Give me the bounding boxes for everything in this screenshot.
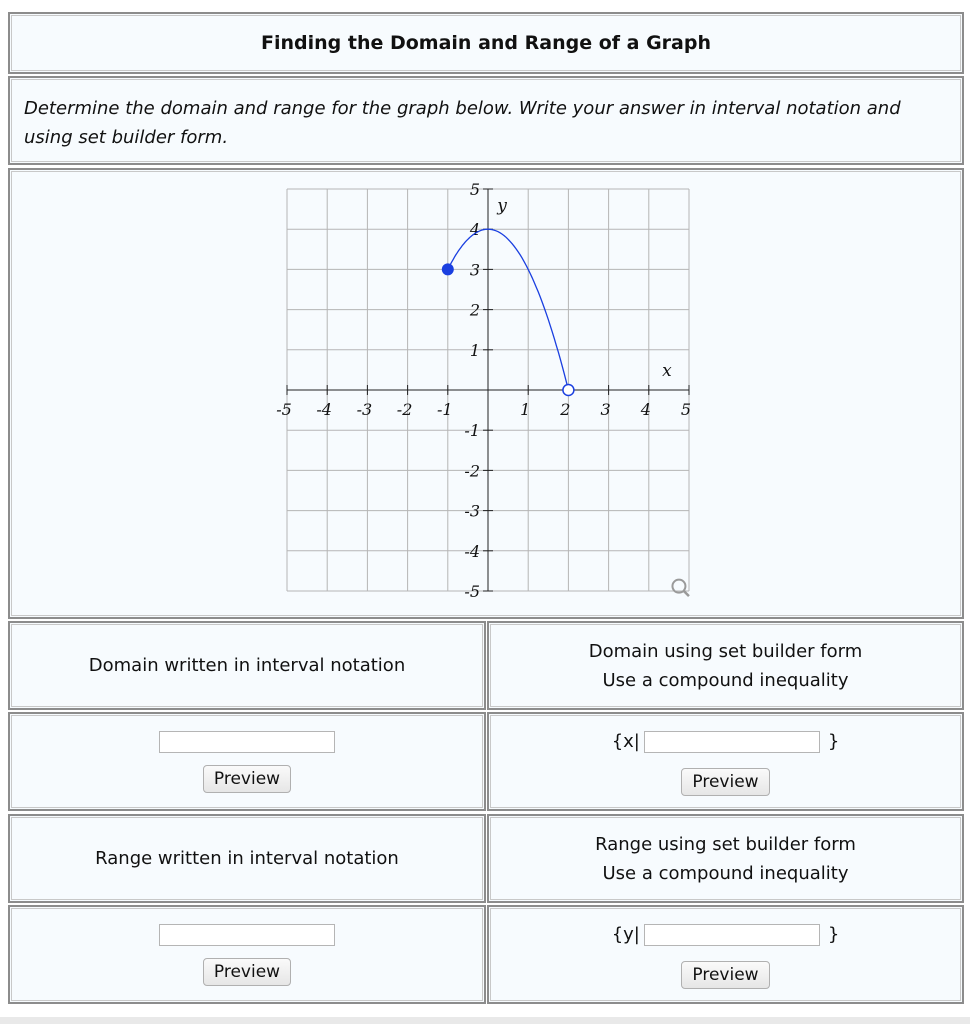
domain-set-row xyxy=(612,727,840,756)
graph-box xyxy=(8,168,964,619)
range-interval-answer-box xyxy=(8,905,486,1004)
domain-set-label-line1: Domain using set builder form xyxy=(588,640,863,662)
domain-set-label-box xyxy=(487,621,964,710)
x-axis-label: x xyxy=(662,360,672,381)
domain-set-input[interactable] xyxy=(644,731,820,753)
domain-set-preview-button[interactable]: Preview xyxy=(681,768,769,796)
y-tick-label: -2 xyxy=(464,461,480,481)
domain-set-prefix: {x| xyxy=(611,731,640,752)
range-set-label-line2: Use a compound inequality xyxy=(602,862,849,884)
domain-interval-label-box xyxy=(8,621,486,710)
range-set-row xyxy=(612,920,840,949)
domain-set-answer-box xyxy=(487,712,964,811)
domain-interval-preview-button[interactable]: Preview xyxy=(203,765,291,793)
y-tick-label: -3 xyxy=(464,501,480,521)
y-tick-label: -4 xyxy=(464,541,480,561)
x-tick-label: -3 xyxy=(356,400,373,419)
range-interval-label: Range written in interval notation xyxy=(95,848,399,869)
y-tick-label: 5 xyxy=(469,180,480,199)
y-tick-label: -5 xyxy=(464,582,480,601)
range-set-input[interactable] xyxy=(644,924,820,946)
x-tick-label: 1 xyxy=(520,400,531,419)
x-tick-label: 4 xyxy=(640,400,651,419)
y-tick-label: 2 xyxy=(469,300,480,320)
y-tick-label: 1 xyxy=(469,340,480,360)
range-set-prefix: {y| xyxy=(611,924,640,945)
x-tick-label: 2 xyxy=(560,400,571,419)
range-set-suffix: } xyxy=(827,924,840,945)
open-endpoint xyxy=(563,385,574,396)
magnifier-icon-handle xyxy=(683,591,689,597)
domain-interval-label: Domain written in interval notation xyxy=(88,655,406,676)
x-tick-label: 5 xyxy=(680,400,692,419)
y-tick-label: 3 xyxy=(469,260,480,280)
y-tick-label: -1 xyxy=(464,421,480,441)
range-set-label-box xyxy=(487,814,964,903)
x-tick-label: -5 xyxy=(276,400,292,419)
range-set-label-line1: Range using set builder form xyxy=(595,833,856,855)
y-axis-label: y xyxy=(497,196,507,217)
page-title: Finding the Domain and Range of a Graph xyxy=(260,32,711,54)
domain-set-label-line2: Use a compound inequality xyxy=(602,669,849,691)
instructions-text: Determine the domain and range for the graph below. Write your answer in interval notation and using set builder form. xyxy=(24,98,901,148)
bottom-strip xyxy=(0,1017,970,1024)
y-tick-label: 4 xyxy=(469,220,480,240)
range-set-answer-box xyxy=(487,905,964,1004)
instructions-box xyxy=(8,76,964,165)
domain-set-suffix: } xyxy=(827,731,840,752)
coordinate-graph xyxy=(10,170,962,617)
range-interval-label-box xyxy=(8,814,486,903)
title-box xyxy=(8,12,964,74)
x-tick-label: -2 xyxy=(396,400,413,419)
domain-interval-input[interactable] xyxy=(159,731,335,753)
x-tick-label: -1 xyxy=(437,400,453,419)
domain-interval-answer-box xyxy=(8,712,486,811)
x-tick-label: 3 xyxy=(600,400,611,419)
closed-endpoint xyxy=(442,263,454,275)
range-interval-preview-button[interactable]: Preview xyxy=(203,958,291,986)
x-tick-label: -4 xyxy=(316,400,332,419)
range-interval-input[interactable] xyxy=(159,924,335,946)
range-set-preview-button[interactable]: Preview xyxy=(681,961,769,989)
